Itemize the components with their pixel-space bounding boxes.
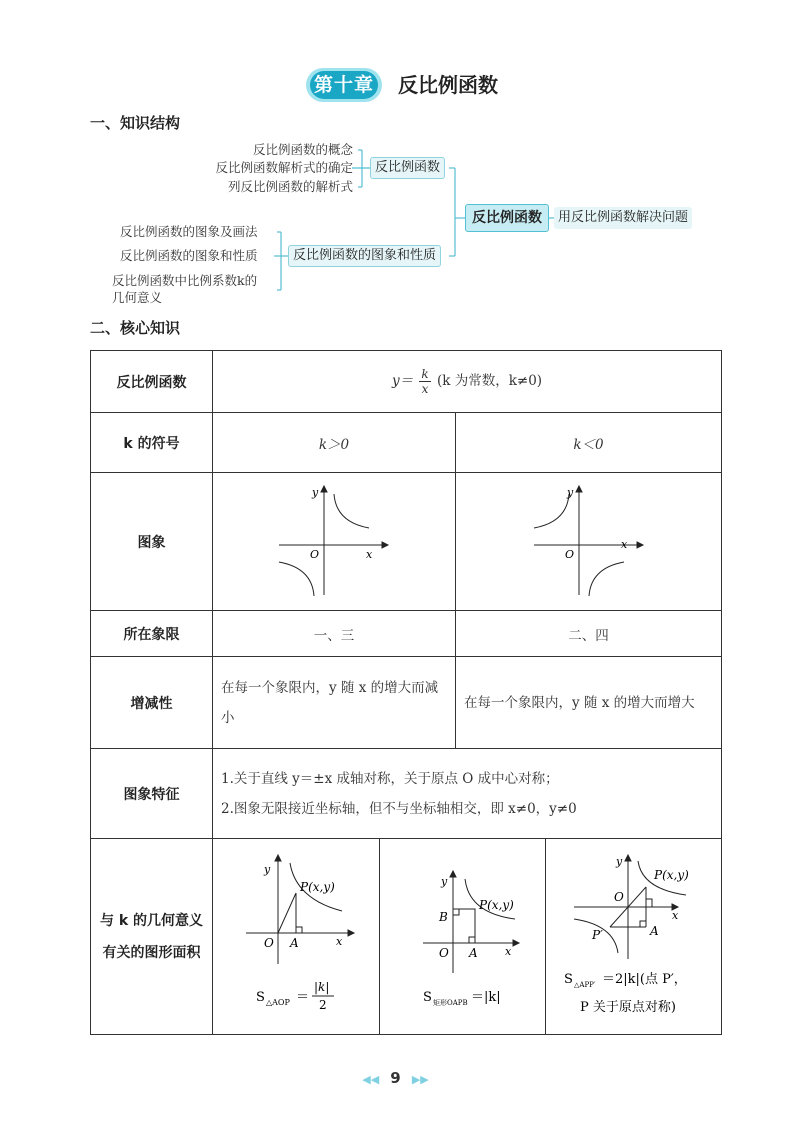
- area-formula-eq: ＝2|k|(点 P′，: [601, 972, 687, 987]
- origin-label: O: [264, 936, 274, 950]
- axis-x-label: x: [620, 537, 627, 551]
- quadrant-negative: 二、四: [456, 611, 722, 657]
- graph-negative-cell: [456, 473, 722, 611]
- tree-item: 反比例函数中比例系数k的: [112, 273, 258, 288]
- tree-item: 反比例函数的图象及画法: [120, 224, 258, 239]
- sign-negative: k＜0: [456, 413, 722, 473]
- table-row: [91, 839, 722, 1035]
- axis-y-label: y: [264, 863, 271, 876]
- definition-formula: [213, 351, 722, 413]
- tree-node-application: 用反比例函数解决问题: [554, 207, 692, 229]
- tree-item: 反比例函数解析式的确定: [215, 160, 353, 175]
- axis-y-label: y: [615, 855, 622, 868]
- formula-lhs: y＝: [391, 373, 414, 389]
- area-formula-sub: 矩形OAPB: [432, 999, 468, 1007]
- tree-item: 反比例函数的图象和性质: [120, 248, 258, 263]
- tree-item: 反比例函数的概念: [252, 142, 353, 157]
- area-formula-s: S: [422, 990, 432, 1005]
- monotonic-positive: 在每一个象限内，y 随 x 的增大而减小: [213, 657, 456, 749]
- tree-node-function: 反比例函数: [370, 157, 445, 179]
- next-arrow-icon: ▶▶: [411, 1073, 429, 1086]
- area-formula-num: |k|: [314, 980, 330, 994]
- table-row: [91, 611, 722, 657]
- area-formula-s: S: [563, 972, 573, 987]
- sign-positive: k＞0: [213, 413, 456, 473]
- area-figure-symmetric: [548, 839, 720, 1029]
- area-figure-triangle: [216, 839, 376, 1029]
- area-formula-eq: ＝: [296, 990, 310, 1005]
- page-number: 9: [390, 1069, 401, 1087]
- graph-positive-cell: [213, 473, 456, 611]
- origin-label: O: [310, 547, 320, 561]
- core-knowledge-table: [90, 350, 722, 1035]
- feature-text: [213, 749, 722, 839]
- area-figure-triangle-cell: [213, 839, 380, 1035]
- table-row: [91, 473, 722, 611]
- point-p-label: P(x,y): [653, 868, 689, 882]
- area-formula-sub: △AOP: [266, 998, 290, 1007]
- formula-denominator: x: [421, 382, 429, 396]
- chapter-title: 反比例函数: [398, 73, 498, 97]
- row-label-definition: 反比例函数: [91, 351, 213, 413]
- tree-root-node: 反比例函数: [465, 204, 549, 232]
- origin-label: O: [438, 946, 449, 960]
- table-row: [91, 351, 722, 413]
- point-p-label: P(x,y): [478, 898, 514, 912]
- section-heading-core: 二、核心知识: [90, 319, 181, 337]
- point-p-label: P(x,y): [300, 880, 335, 894]
- axis-y-label: y: [440, 875, 447, 888]
- point-a-label: A: [649, 924, 659, 938]
- origin-label: O: [564, 547, 574, 561]
- row-label-monotonic: 增减性: [91, 657, 213, 749]
- formula-fraction: [419, 367, 430, 396]
- section-heading-structure: 一、知识结构: [90, 114, 181, 132]
- tree-item: 列反比例函数的解析式: [227, 179, 353, 194]
- row-label-quadrant: 所在象限: [91, 611, 213, 657]
- area-formula-line-2: P 关于原点对称): [579, 1000, 676, 1015]
- origin-label: O: [613, 890, 624, 904]
- axis-x-label: x: [671, 909, 678, 922]
- area-figure-symmetric-cell: [546, 839, 722, 1035]
- chapter-badge-label: 第十章: [310, 71, 378, 99]
- graph-positive: [274, 480, 394, 600]
- point-p-prime-label: P′: [591, 928, 603, 942]
- row-label-graph: 图象: [91, 473, 213, 611]
- tree-node-graph-properties: 反比例函数的图象和性质: [288, 245, 441, 267]
- tree-item: 几何意义: [112, 290, 163, 305]
- axis-x-label: x: [366, 547, 373, 561]
- table-row: [91, 413, 722, 473]
- area-label-line-1: 与 k 的几何意义: [99, 912, 204, 929]
- row-label-sign: k 的符号: [91, 413, 213, 473]
- formula-condition: (k 为常数，k≠0): [436, 373, 543, 389]
- table-row: [91, 657, 722, 749]
- row-label-area: [91, 839, 213, 1035]
- monotonic-negative: 在每一个象限内，y 随 x 的增大而增大: [456, 657, 722, 749]
- row-label-feature: 图象特征: [91, 749, 213, 839]
- area-formula-den: 2: [319, 998, 327, 1012]
- axis-y-label: y: [566, 485, 573, 499]
- prev-arrow-icon: ◀◀: [362, 1073, 380, 1086]
- area-formula-sub: △APP′: [573, 981, 595, 989]
- axis-x-label: x: [504, 945, 511, 958]
- graph-negative: [529, 480, 649, 600]
- area-label-line-2: 有关的图形面积: [102, 944, 201, 961]
- area-formula-s: S: [256, 990, 265, 1005]
- area-figure-rectangle-cell: [380, 839, 546, 1035]
- feature-line-1: 1.关于直线 y＝±x 成轴对称，关于原点 O 成中心对称；: [221, 770, 559, 787]
- quadrant-positive: 一、三: [213, 611, 456, 657]
- formula-numerator: k: [421, 367, 429, 381]
- area-formula-eq: ＝|k|: [470, 990, 501, 1005]
- point-a-label: A: [290, 936, 299, 950]
- page-footer: [0, 1068, 791, 1087]
- axis-y-label: y: [312, 485, 319, 499]
- feature-line-2: 2.图象无限接近坐标轴，但不与坐标轴相交，即 x≠0，y≠0: [221, 800, 577, 817]
- axis-x-label: x: [336, 935, 343, 948]
- table-row: [91, 749, 722, 839]
- area-figure-rectangle: [383, 839, 543, 1029]
- point-a-label: A: [468, 946, 478, 960]
- point-b-label: B: [438, 910, 448, 924]
